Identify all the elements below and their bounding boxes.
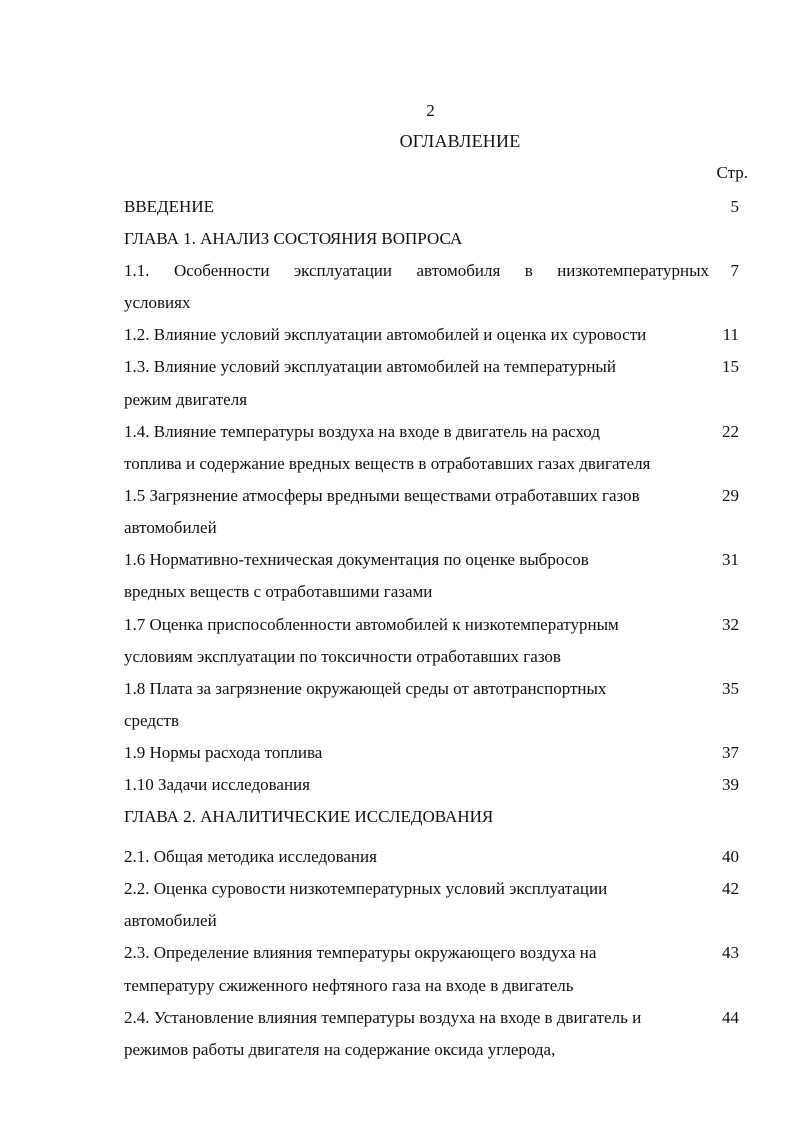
toc-entry-page: 7 [730, 261, 739, 280]
toc-entry-line: условиях [124, 293, 191, 312]
toc-entry-page: 42 [722, 879, 739, 898]
toc-entry-line: 1.3. Влияние условий эксплуатации автомобилей на температурный [124, 357, 616, 376]
toc-entry-page: 44 [722, 1008, 739, 1027]
toc-chapter-heading: ГЛАВА 2. АНАЛИТИЧЕСКИЕ ИССЛЕДОВАНИЯ [124, 807, 494, 826]
toc-entry-line: средств [124, 711, 180, 730]
page-number: 2 [426, 101, 435, 120]
toc-entry-page: 37 [722, 743, 739, 762]
toc-entry-line: ВВЕДЕНИЕ [124, 197, 214, 216]
toc-entry-line: условиям эксплуатации по токсичности отработавших газов [124, 647, 561, 666]
toc-chapter-heading: ГЛАВА 1. АНАЛИЗ СОСТОЯНИЯ ВОПРОСА [124, 229, 463, 248]
toc-entry-line: температуру сжиженного нефтяного газа на входе в двигатель [124, 976, 574, 995]
toc-entry-line: 1.10 Задачи исследования [124, 775, 310, 794]
toc-entry-line: 2.4. Установление влияния температуры воздуха на входе в двигатель и [124, 1008, 642, 1027]
page-column-label: Стр. [716, 163, 748, 182]
toc-entry-line: автомобилей [124, 518, 217, 537]
toc-entry-page: 32 [722, 615, 739, 634]
page-title: ОГЛАВЛЕНИЕ [399, 131, 521, 151]
toc-entry-line: режим двигателя [124, 390, 248, 409]
toc-entry-page: 43 [722, 943, 739, 962]
toc-entry-page: 22 [722, 422, 739, 441]
toc-entry-page: 39 [722, 775, 739, 794]
toc-entry-line: вредных веществ с отработавшими газами [124, 582, 433, 601]
toc-entry-line: 1.1. Особенности эксплуатации автомобиля в низкотемпературных [124, 261, 709, 280]
toc-entry-line: 1.6 Нормативно-техническая документация по оценке выбросов [124, 550, 589, 569]
toc-entry-line: 2.2. Оценка суровости низкотемпературных условий эксплуатации [124, 879, 608, 898]
toc-entry-line: режимов работы двигателя на содержание оксида углерода, [124, 1040, 556, 1059]
toc-entry-page: 35 [722, 679, 739, 698]
toc-entry-page: 5 [730, 197, 739, 216]
toc-entry-line: 1.9 Нормы расхода топлива [124, 743, 323, 762]
toc-entry-line: 2.1. Общая методика исследования [124, 847, 377, 866]
toc-entry-line: 1.5 Загрязнение атмосферы вредными веществами отработавших газов [124, 486, 640, 505]
toc-entry-line: автомобилей [124, 911, 217, 930]
toc-entry-page: 11 [722, 325, 739, 344]
toc-entry-page: 29 [722, 486, 739, 505]
toc-entry-line: 1.2. Влияние условий эксплуатации автомобилей и оценка их суровости [124, 325, 647, 344]
toc-entry-line: 1.4. Влияние температуры воздуха на входе в двигатель на расход [124, 422, 600, 441]
toc-entry-line: 1.8 Плата за загрязнение окружающей среды от автотранспортных [124, 679, 607, 698]
toc-entry-page: 31 [722, 550, 739, 569]
toc-entry-line: топлива и содержание вредных веществ в отработавших газах двигателя [124, 454, 651, 473]
toc-entry-page: 40 [722, 847, 739, 866]
toc-entry-line: 2.3. Определение влияния температуры окружающего воздуха на [124, 943, 597, 962]
toc-entry-page: 15 [722, 357, 739, 376]
toc-entry-line: 1.7 Оценка приспособленности автомобилей к низкотемпературным [124, 615, 619, 634]
